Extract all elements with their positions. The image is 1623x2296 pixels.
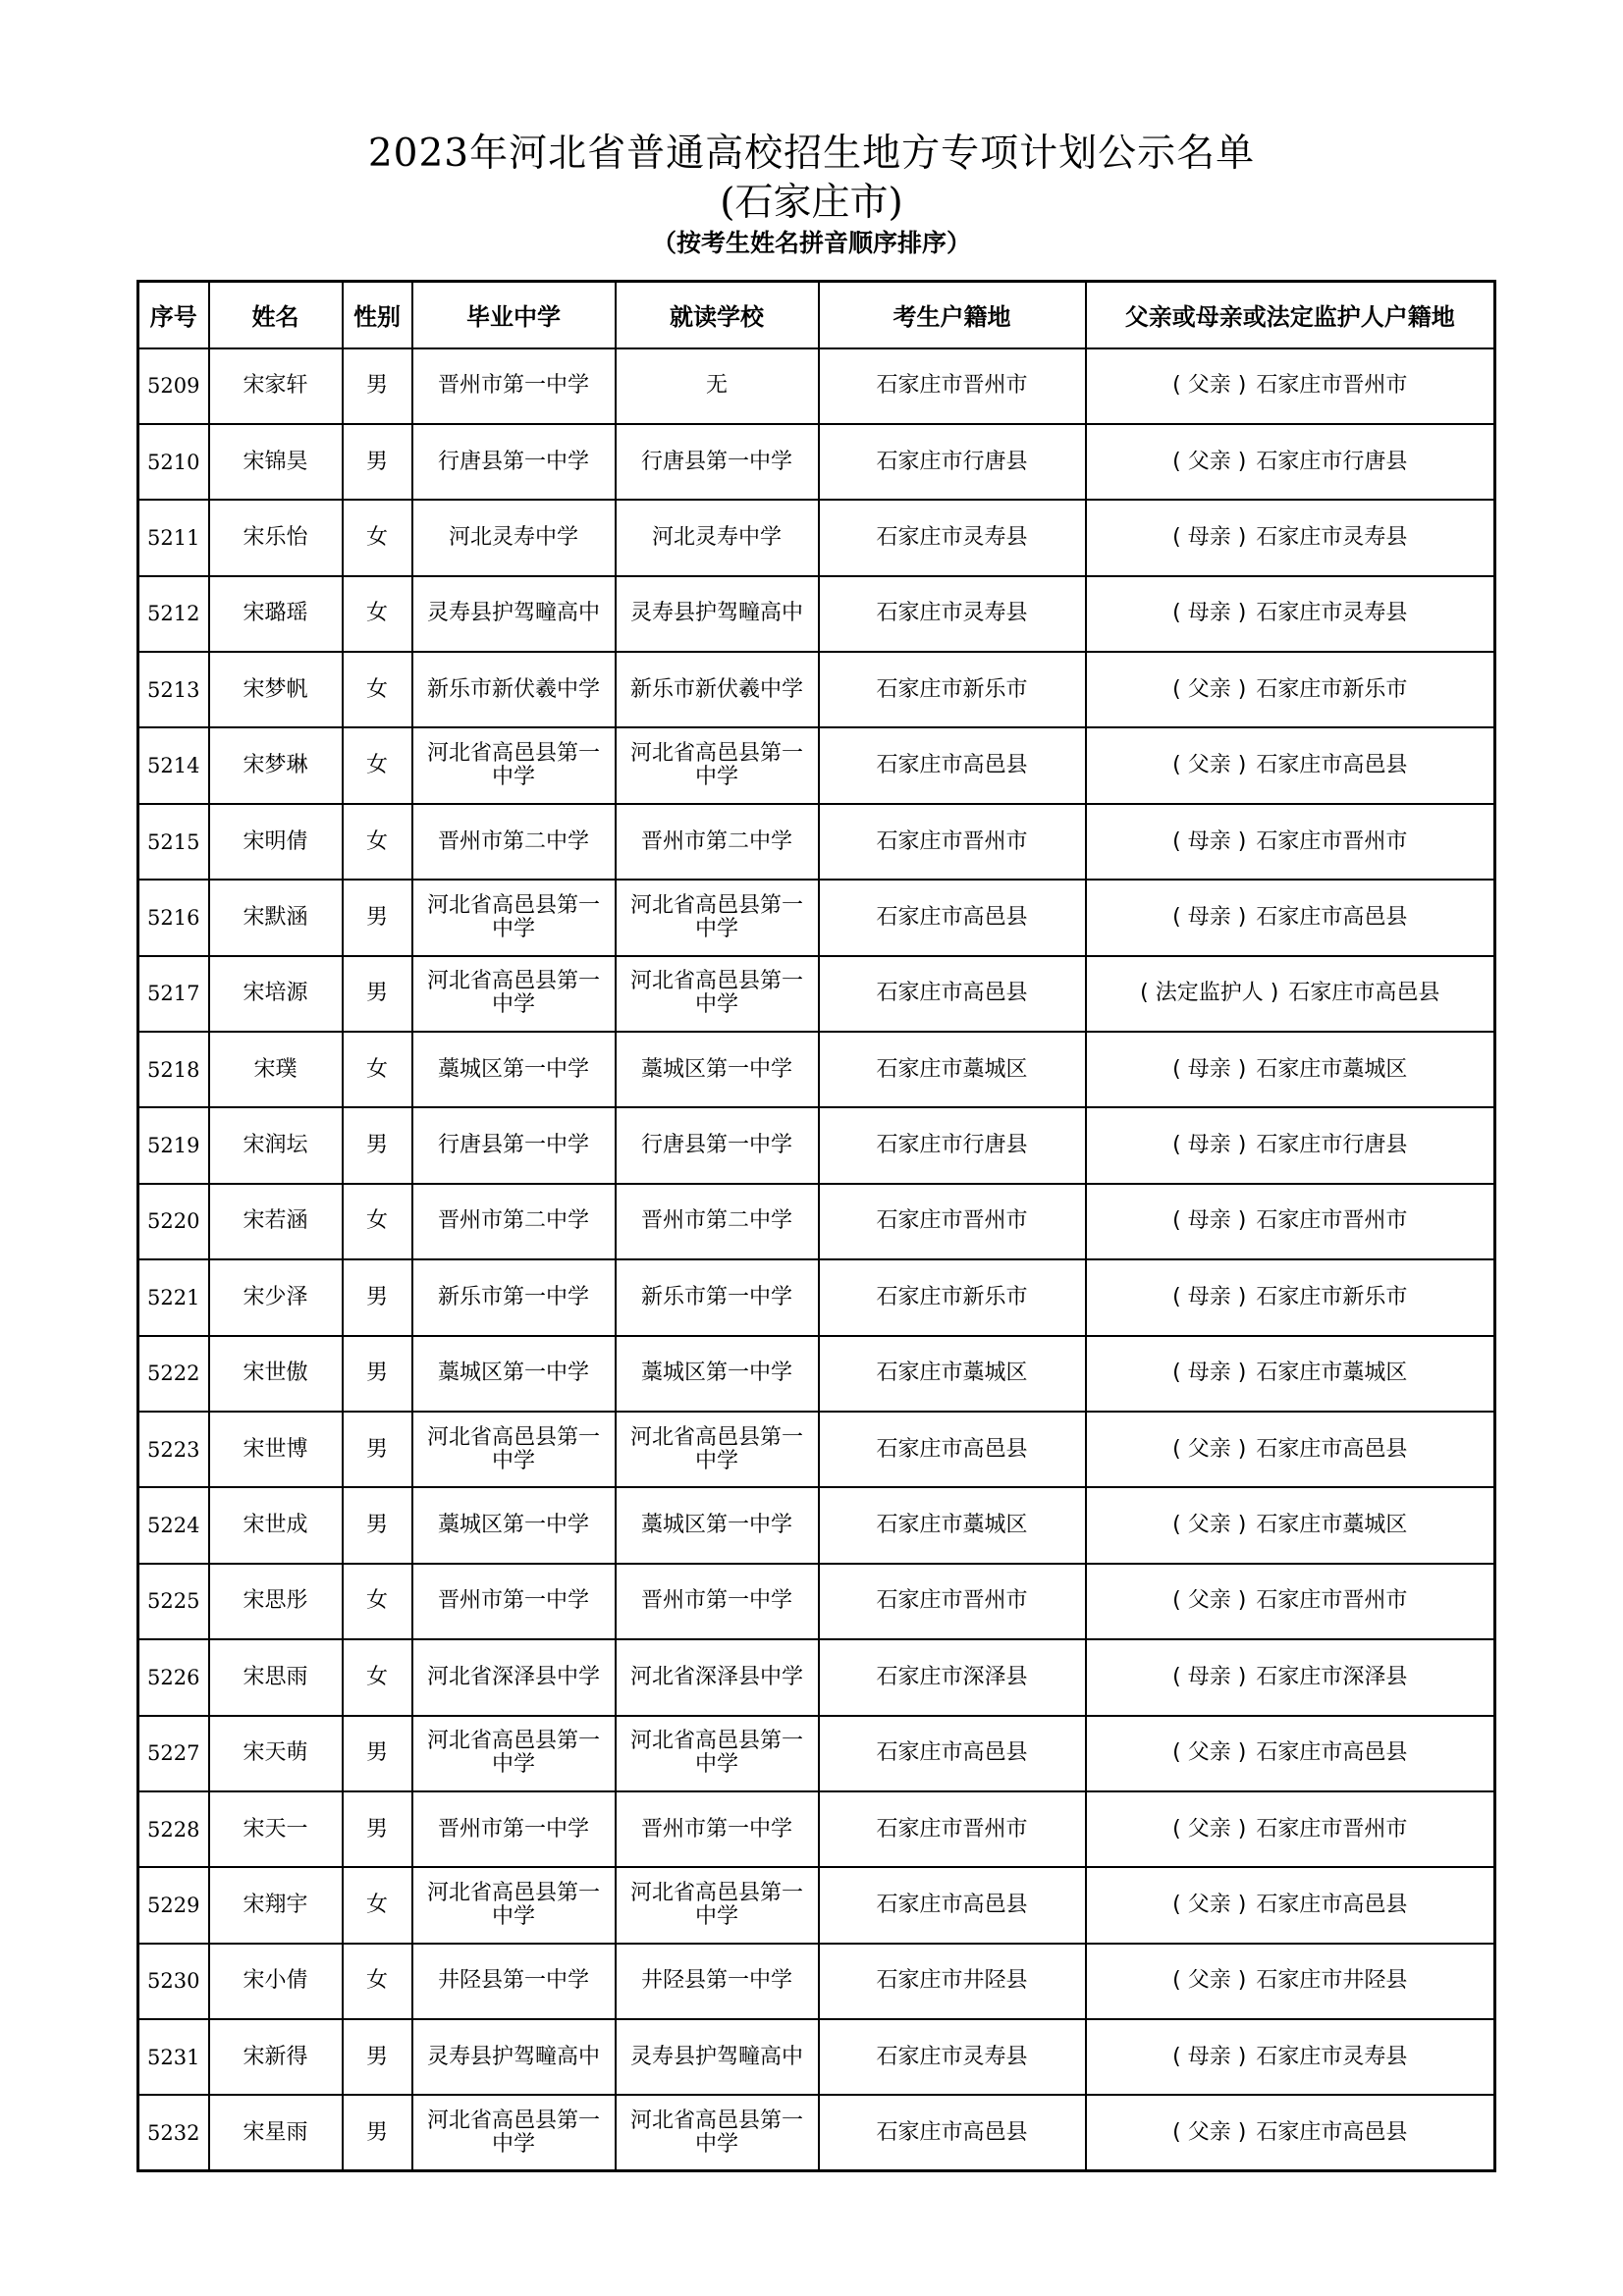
cell-current-school: 河北省深泽县中学: [616, 1639, 819, 1715]
cell-sex: 女: [343, 652, 412, 727]
cell-parent-registration: [1086, 1184, 1495, 1259]
cell-household-registration: 石家庄市高邑县: [819, 880, 1086, 955]
cell-household-registration: 石家庄市行唐县: [819, 424, 1086, 500]
cell-household-registration: 石家庄市高邑县: [819, 956, 1086, 1032]
parent-relation: ( 父亲 ): [1172, 1968, 1247, 1994]
table-row: [138, 576, 1495, 652]
parent-place: 石家庄市井陉县: [1256, 1968, 1408, 1994]
cell-name: 宋梦帆: [209, 652, 343, 727]
parent-place: 石家庄市高邑县: [1256, 1893, 1408, 1917]
parent-place: 石家庄市晋州市: [1256, 373, 1408, 399]
table-row: [138, 1184, 1495, 1259]
parent-place: 石家庄市高邑县: [1256, 1740, 1408, 1766]
cell-current-school: 河北省高邑县第一中学: [616, 1412, 819, 1487]
parent-relation: ( 母亲 ): [1172, 524, 1247, 550]
parent-place: 石家庄市高邑县: [1256, 2119, 1408, 2145]
table-row: [138, 424, 1495, 500]
cell-parent-registration: [1086, 727, 1495, 803]
cell-number: 5228: [138, 1791, 209, 1867]
cell-graduated-school: 河北省高邑县第一中学: [412, 956, 616, 1032]
cell-current-school: 河北灵寿中学: [616, 500, 819, 575]
table-row: [138, 1336, 1495, 1412]
cell-graduated-school: 灵寿县护驾疃高中: [412, 576, 616, 652]
cell-graduated-school: 藁城区第一中学: [412, 1487, 616, 1563]
cell-household-registration: 石家庄市藁城区: [819, 1032, 1086, 1107]
table-row: [138, 1259, 1495, 1335]
cell-graduated-school: 晋州市第一中学: [412, 1791, 616, 1867]
cell-graduated-school: 河北省深泽县中学: [412, 1639, 616, 1715]
parent-relation: ( 父亲 ): [1172, 1588, 1247, 1614]
cell-graduated-school: 藁城区第一中学: [412, 1336, 616, 1412]
cell-name: 宋世傲: [209, 1336, 343, 1412]
cell-name: 宋小倩: [209, 1944, 343, 2019]
table-row: [138, 727, 1495, 803]
cell-sex: 男: [343, 348, 412, 424]
cell-name: 宋润坛: [209, 1107, 343, 1183]
cell-household-registration: 石家庄市行唐县: [819, 1107, 1086, 1183]
cell-name: 宋梦琳: [209, 727, 343, 803]
parent-relation: ( 母亲 ): [1172, 1208, 1247, 1234]
cell-household-registration: 石家庄市晋州市: [819, 1564, 1086, 1639]
table-row: [138, 1564, 1495, 1639]
cell-number: 5229: [138, 1867, 209, 1943]
cell-number: 5226: [138, 1639, 209, 1715]
cell-name: 宋新得: [209, 2019, 343, 2095]
cell-household-registration: 石家庄市高邑县: [819, 1716, 1086, 1791]
cell-graduated-school: 河北省高邑县第一中学: [412, 1716, 616, 1791]
cell-number: 5211: [138, 500, 209, 575]
cell-number: 5232: [138, 2095, 209, 2170]
cell-number: 5225: [138, 1564, 209, 1639]
cell-current-school: 灵寿县护驾疃高中: [616, 2019, 819, 2095]
cell-number: 5230: [138, 1944, 209, 2019]
parent-place: 石家庄市新乐市: [1256, 1284, 1408, 1309]
cell-graduated-school: 河北省高邑县第一中学: [412, 1412, 616, 1487]
cell-household-registration: 石家庄市新乐市: [819, 652, 1086, 727]
parent-place: 石家庄市新乐市: [1256, 676, 1408, 702]
table-row: [138, 1107, 1495, 1183]
cell-parent-registration: [1086, 1107, 1495, 1183]
cell-household-registration: 石家庄市藁城区: [819, 1336, 1086, 1412]
cell-current-school: 晋州市第一中学: [616, 1564, 819, 1639]
cell-name: 宋世博: [209, 1412, 343, 1487]
page-subtitle-city: (石家庄市): [720, 181, 903, 225]
parent-relation: ( 母亲 ): [1172, 904, 1247, 930]
cell-sex: 男: [343, 424, 412, 500]
cell-sex: 女: [343, 1944, 412, 2019]
cell-parent-registration: [1086, 1032, 1495, 1107]
cell-current-school: 晋州市第二中学: [616, 1184, 819, 1259]
cell-current-school: 河北省高邑县第一中学: [616, 1716, 819, 1791]
cell-household-registration: 石家庄市高邑县: [819, 1867, 1086, 1943]
cell-number: 5222: [138, 1336, 209, 1412]
cell-household-registration: 石家庄市高邑县: [819, 2095, 1086, 2170]
table-row: [138, 804, 1495, 880]
parent-relation: ( 父亲 ): [1172, 373, 1247, 399]
col-header-parent-registration: 父亲或母亲或法定监护人户籍地: [1086, 282, 1495, 348]
cell-current-school: 河北省高邑县第一中学: [616, 880, 819, 955]
cell-parent-registration: [1086, 1336, 1495, 1412]
cell-graduated-school: 河北省高邑县第一中学: [412, 880, 616, 955]
table-row: [138, 1032, 1495, 1107]
cell-number: 5227: [138, 1716, 209, 1791]
parent-relation: ( 母亲 ): [1172, 2044, 1247, 2069]
cell-household-registration: 石家庄市井陉县: [819, 1944, 1086, 2019]
parent-place: 石家庄市高邑县: [1256, 753, 1408, 778]
cell-name: 宋世成: [209, 1487, 343, 1563]
cell-number: 5209: [138, 348, 209, 424]
cell-graduated-school: 井陉县第一中学: [412, 1944, 616, 2019]
col-header-current-school: 就读学校: [616, 282, 819, 348]
cell-household-registration: 石家庄市灵寿县: [819, 2019, 1086, 2095]
cell-sex: 女: [343, 1032, 412, 1107]
cell-sex: 女: [343, 727, 412, 803]
cell-parent-registration: [1086, 500, 1495, 575]
cell-parent-registration: [1086, 2095, 1495, 2170]
cell-name: 宋乐怡: [209, 500, 343, 575]
cell-household-registration: 石家庄市灵寿县: [819, 576, 1086, 652]
cell-number: 5231: [138, 2019, 209, 2095]
cell-sex: 男: [343, 880, 412, 955]
table-body: [138, 348, 1495, 2171]
parent-relation: ( 父亲 ): [1172, 676, 1247, 702]
parent-place: 石家庄市晋州市: [1256, 1816, 1408, 1842]
cell-parent-registration: [1086, 1564, 1495, 1639]
cell-current-school: 河北省高邑县第一中学: [616, 1867, 819, 1943]
cell-parent-registration: [1086, 804, 1495, 880]
cell-graduated-school: 河北省高邑县第一中学: [412, 1867, 616, 1943]
cell-number: 5213: [138, 652, 209, 727]
cell-parent-registration: [1086, 1944, 1495, 2019]
cell-sex: 女: [343, 1867, 412, 1943]
cell-current-school: 无: [616, 348, 819, 424]
cell-parent-registration: [1086, 1867, 1495, 1943]
cell-current-school: 行唐县第一中学: [616, 424, 819, 500]
table-row: [138, 1867, 1495, 1943]
cell-sex: 男: [343, 1259, 412, 1335]
col-header-number: 序号: [138, 282, 209, 348]
cell-graduated-school: 晋州市第一中学: [412, 1564, 616, 1639]
cell-parent-registration: [1086, 1639, 1495, 1715]
cell-name: 宋锦昊: [209, 424, 343, 500]
parent-place: 石家庄市灵寿县: [1256, 601, 1408, 626]
parent-place: 石家庄市高邑县: [1288, 981, 1440, 1006]
parent-relation: ( 母亲 ): [1172, 1664, 1247, 1689]
cell-number: 5224: [138, 1487, 209, 1563]
cell-number: 5210: [138, 424, 209, 500]
parent-place: 石家庄市晋州市: [1256, 1588, 1408, 1614]
parent-relation: ( 父亲 ): [1172, 449, 1247, 474]
cell-current-school: 新乐市新伏羲中学: [616, 652, 819, 727]
cell-parent-registration: [1086, 956, 1495, 1032]
cell-number: 5223: [138, 1412, 209, 1487]
sort-note: （按考生姓名拼音顺序排序）: [651, 229, 971, 257]
parent-place: 石家庄市行唐县: [1256, 1133, 1408, 1158]
cell-parent-registration: [1086, 1716, 1495, 1791]
table-row: [138, 500, 1495, 575]
col-header-name: 姓名: [209, 282, 343, 348]
cell-name: 宋明倩: [209, 804, 343, 880]
cell-name: 宋璐瑶: [209, 576, 343, 652]
cell-graduated-school: 河北省高邑县第一中学: [412, 2095, 616, 2170]
parent-place: 石家庄市灵寿县: [1256, 2044, 1408, 2069]
cell-number: 5217: [138, 956, 209, 1032]
cell-parent-registration: [1086, 880, 1495, 955]
cell-sex: 女: [343, 804, 412, 880]
cell-name: 宋思彤: [209, 1564, 343, 1639]
cell-household-registration: 石家庄市晋州市: [819, 1184, 1086, 1259]
cell-sex: 男: [343, 1412, 412, 1487]
parent-place: 石家庄市晋州市: [1256, 828, 1408, 854]
table-row: [138, 1944, 1495, 2019]
roster-table: [136, 280, 1496, 2172]
cell-household-registration: 石家庄市藁城区: [819, 1487, 1086, 1563]
cell-number: 5215: [138, 804, 209, 880]
cell-sex: 女: [343, 1184, 412, 1259]
cell-household-registration: 石家庄市晋州市: [819, 1791, 1086, 1867]
parent-relation: ( 母亲 ): [1172, 1284, 1247, 1309]
cell-name: 宋培源: [209, 956, 343, 1032]
cell-number: 5218: [138, 1032, 209, 1107]
parent-relation: ( 父亲 ): [1172, 1436, 1247, 1462]
cell-parent-registration: [1086, 1487, 1495, 1563]
cell-current-school: 藁城区第一中学: [616, 1032, 819, 1107]
cell-parent-registration: [1086, 424, 1495, 500]
table-row: [138, 2019, 1495, 2095]
parent-relation: ( 母亲 ): [1172, 1361, 1247, 1386]
cell-current-school: 河北省高邑县第一中学: [616, 2095, 819, 2170]
cell-number: 5221: [138, 1259, 209, 1335]
table-row: [138, 1639, 1495, 1715]
col-header-graduated-school: 毕业中学: [412, 282, 616, 348]
parent-relation: ( 母亲 ): [1172, 1056, 1247, 1082]
parent-relation: ( 父亲 ): [1172, 1513, 1247, 1538]
cell-number: 5212: [138, 576, 209, 652]
parent-relation: ( 母亲 ): [1172, 601, 1247, 626]
cell-household-registration: 石家庄市晋州市: [819, 804, 1086, 880]
cell-parent-registration: [1086, 348, 1495, 424]
cell-current-school: 河北省高邑县第一中学: [616, 727, 819, 803]
cell-parent-registration: [1086, 2019, 1495, 2095]
cell-current-school: 晋州市第二中学: [616, 804, 819, 880]
parent-place: 石家庄市灵寿县: [1256, 524, 1408, 550]
cell-graduated-school: 河北灵寿中学: [412, 500, 616, 575]
cell-graduated-school: 晋州市第一中学: [412, 348, 616, 424]
parent-place: 石家庄市藁城区: [1256, 1056, 1408, 1082]
cell-number: 5214: [138, 727, 209, 803]
parent-place: 石家庄市晋州市: [1256, 1208, 1408, 1234]
cell-sex: 男: [343, 1336, 412, 1412]
cell-parent-registration: [1086, 1412, 1495, 1487]
cell-graduated-school: 行唐县第一中学: [412, 424, 616, 500]
parent-place: 石家庄市藁城区: [1256, 1513, 1408, 1538]
cell-graduated-school: 藁城区第一中学: [412, 1032, 616, 1107]
cell-sex: 男: [343, 1107, 412, 1183]
parent-place: 石家庄市高邑县: [1256, 904, 1408, 930]
cell-current-school: 河北省高邑县第一中学: [616, 956, 819, 1032]
cell-sex: 女: [343, 500, 412, 575]
cell-sex: 男: [343, 2019, 412, 2095]
cell-name: 宋璞: [209, 1032, 343, 1107]
cell-current-school: 行唐县第一中学: [616, 1107, 819, 1183]
cell-parent-registration: [1086, 576, 1495, 652]
cell-name: 宋天一: [209, 1791, 343, 1867]
parent-place: 石家庄市高邑县: [1256, 1436, 1408, 1462]
cell-name: 宋天萌: [209, 1716, 343, 1791]
parent-place: 石家庄市行唐县: [1256, 449, 1408, 474]
col-header-household-registration: 考生户籍地: [819, 282, 1086, 348]
cell-household-registration: 石家庄市晋州市: [819, 348, 1086, 424]
parent-place: 石家庄市藁城区: [1256, 1361, 1408, 1386]
parent-place: 石家庄市深泽县: [1256, 1664, 1408, 1689]
parent-relation: ( 法定监护人 ): [1140, 981, 1279, 1006]
cell-graduated-school: 新乐市第一中学: [412, 1259, 616, 1335]
table-header-row: [138, 282, 1495, 348]
parent-relation: ( 母亲 ): [1172, 1133, 1247, 1158]
cell-current-school: 井陉县第一中学: [616, 1944, 819, 2019]
cell-sex: 男: [343, 1716, 412, 1791]
cell-graduated-school: 晋州市第二中学: [412, 804, 616, 880]
cell-sex: 男: [343, 1487, 412, 1563]
cell-name: 宋若涵: [209, 1184, 343, 1259]
cell-graduated-school: 新乐市新伏羲中学: [412, 652, 616, 727]
cell-current-school: 晋州市第一中学: [616, 1791, 819, 1867]
cell-sex: 女: [343, 1639, 412, 1715]
cell-name: 宋翔宇: [209, 1867, 343, 1943]
cell-name: 宋少泽: [209, 1259, 343, 1335]
page-title: 2023年河北省普通高校招生地方专项计划公示名单: [367, 132, 1256, 176]
table-row: [138, 1716, 1495, 1791]
cell-sex: 男: [343, 1791, 412, 1867]
cell-sex: 女: [343, 1564, 412, 1639]
parent-relation: ( 父亲 ): [1172, 753, 1247, 778]
table-row: [138, 652, 1495, 727]
cell-graduated-school: 河北省高邑县第一中学: [412, 727, 616, 803]
cell-current-school: 藁城区第一中学: [616, 1487, 819, 1563]
cell-household-registration: 石家庄市新乐市: [819, 1259, 1086, 1335]
cell-current-school: 灵寿县护驾疃高中: [616, 576, 819, 652]
cell-household-registration: 石家庄市高邑县: [819, 727, 1086, 803]
parent-relation: ( 母亲 ): [1172, 828, 1247, 854]
cell-name: 宋思雨: [209, 1639, 343, 1715]
cell-sex: 女: [343, 576, 412, 652]
table-row: [138, 1487, 1495, 1563]
cell-parent-registration: [1086, 652, 1495, 727]
cell-sex: 男: [343, 2095, 412, 2170]
cell-household-registration: 石家庄市灵寿县: [819, 500, 1086, 575]
cell-number: 5219: [138, 1107, 209, 1183]
cell-name: 宋家轩: [209, 348, 343, 424]
parent-relation: ( 父亲 ): [1172, 2119, 1247, 2145]
cell-number: 5216: [138, 880, 209, 955]
cell-current-school: 藁城区第一中学: [616, 1336, 819, 1412]
cell-name: 宋默涵: [209, 880, 343, 955]
table-row: [138, 956, 1495, 1032]
cell-parent-registration: [1086, 1259, 1495, 1335]
col-header-sex: 性别: [343, 282, 412, 348]
cell-graduated-school: 灵寿县护驾疃高中: [412, 2019, 616, 2095]
cell-name: 宋星雨: [209, 2095, 343, 2170]
parent-relation: ( 父亲 ): [1172, 1740, 1247, 1766]
cell-current-school: 新乐市第一中学: [616, 1259, 819, 1335]
table-row: [138, 1412, 1495, 1487]
table-row: [138, 880, 1495, 955]
cell-household-registration: 石家庄市高邑县: [819, 1412, 1086, 1487]
cell-graduated-school: 晋州市第二中学: [412, 1184, 616, 1259]
table-row: [138, 2095, 1495, 2170]
parent-relation: ( 父亲 ): [1172, 1893, 1247, 1917]
cell-graduated-school: 行唐县第一中学: [412, 1107, 616, 1183]
cell-parent-registration: [1086, 1791, 1495, 1867]
table-row: [138, 1791, 1495, 1867]
cell-sex: 男: [343, 956, 412, 1032]
table-row: [138, 348, 1495, 424]
parent-relation: ( 父亲 ): [1172, 1816, 1247, 1842]
cell-household-registration: 石家庄市深泽县: [819, 1639, 1086, 1715]
cell-number: 5220: [138, 1184, 209, 1259]
